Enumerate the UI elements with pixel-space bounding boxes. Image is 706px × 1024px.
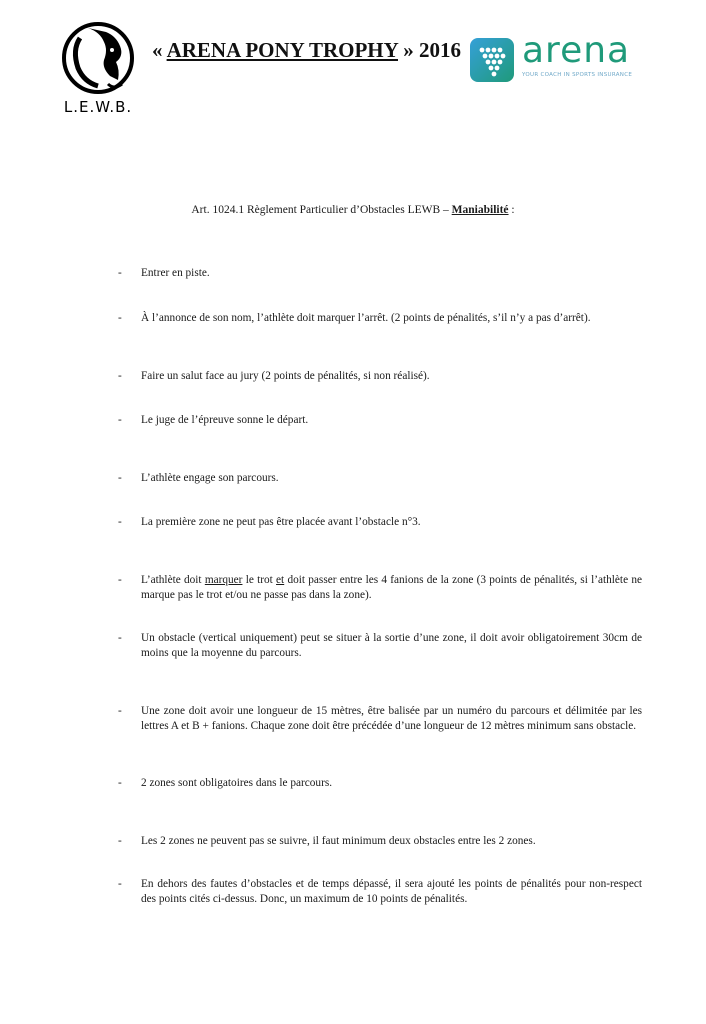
list-bullet: - [118, 312, 122, 324]
list-item-text: Un obstacle (vertical uniquement) peut se situer à la sortie d’une zone, il doit avoir obligatoirement 30cm de moins que la moyenne du parcours. [141, 632, 642, 659]
title-close: » 2016 [398, 38, 461, 62]
underlined-word: et [276, 574, 285, 586]
text-part: le trot [242, 574, 277, 586]
list-bullet: - [118, 267, 122, 279]
article-subtitle [0, 204, 706, 216]
list-bullet: - [118, 705, 122, 717]
subtitle-highlight: Maniabilité [451, 204, 509, 216]
list-item-text: À l’annonce de son nom, l’athlète doit marquer l’arrêt. (2 points de pénalités, s’il n’y a pas d’arrêt). [141, 312, 591, 324]
lewb-logo [58, 20, 138, 120]
lewb-logo-text: L.E.W.B. [63, 98, 133, 116]
underlined-word: marquer [204, 574, 243, 586]
list-item-text: Une zone doit avoir une longueur de 15 mètres, être balisée par un numéro du parcours et délimitée par les lettres A et B + fanions. Chaque zone doit être précédée d’une longueur de 12 mètres minimum sans obstacle. [141, 705, 642, 732]
list-bullet: - [118, 777, 122, 789]
arena-shield-icon [470, 38, 514, 82]
list-bullet: - [118, 414, 122, 426]
list-item-text [141, 573, 642, 603]
horse-head-logo-icon [58, 20, 138, 98]
page-title [152, 38, 461, 63]
list-item-text: En dehors des fautes d’obstacles et de temps dépassé, il sera ajouté les points de pénalités pour non-respect des points cités ci-dessus. Donc, un maximum de 10 points de pénalités. [141, 878, 642, 905]
list-bullet: - [118, 835, 122, 847]
list-bullet: - [118, 878, 122, 890]
list-bullet: - [118, 370, 122, 382]
arena-logo [470, 30, 640, 84]
list-item-text: Le juge de l’épreuve sonne le départ. [141, 414, 309, 426]
list-item-text: 2 zones sont obligatoires dans le parcours. [141, 777, 333, 789]
subtitle-prefix: Art. 1024.1 Règlement Particulier d’Obstacles LEWB – [191, 204, 452, 216]
arena-logo-tagline: YOUR COACH IN SPORTS INSURANCE [522, 72, 633, 78]
list-item-text: L’athlète engage son parcours. [141, 472, 279, 484]
list-item-text: Les 2 zones ne peuvent pas se suivre, il faut minimum deux obstacles entre les 2 zones. [141, 835, 536, 847]
text-part: L’athlète doit [141, 574, 205, 586]
title-open: « [152, 38, 167, 62]
list-bullet: - [118, 632, 122, 644]
list-bullet: - [118, 472, 122, 484]
arena-logo-word: arena [522, 30, 631, 71]
list-bullet: - [118, 516, 122, 528]
title-main: ARENA PONY TROPHY [166, 38, 398, 62]
subtitle-suffix: : [508, 204, 515, 216]
list-bullet: - [118, 574, 122, 586]
list-item-text: Faire un salut face au jury (2 points de pénalités, si non réalisé). [141, 370, 430, 382]
list-item-text: Entrer en piste. [141, 267, 210, 279]
text-part: doit passer entre les 4 fanions de la zone (3 points de pénalités, si l’athlète ne marque pas le trot et/ou ne passe pas dans la zone). [141, 574, 642, 601]
list-item-text: La première zone ne peut pas être placée avant l’obstacle n°3. [141, 516, 421, 528]
